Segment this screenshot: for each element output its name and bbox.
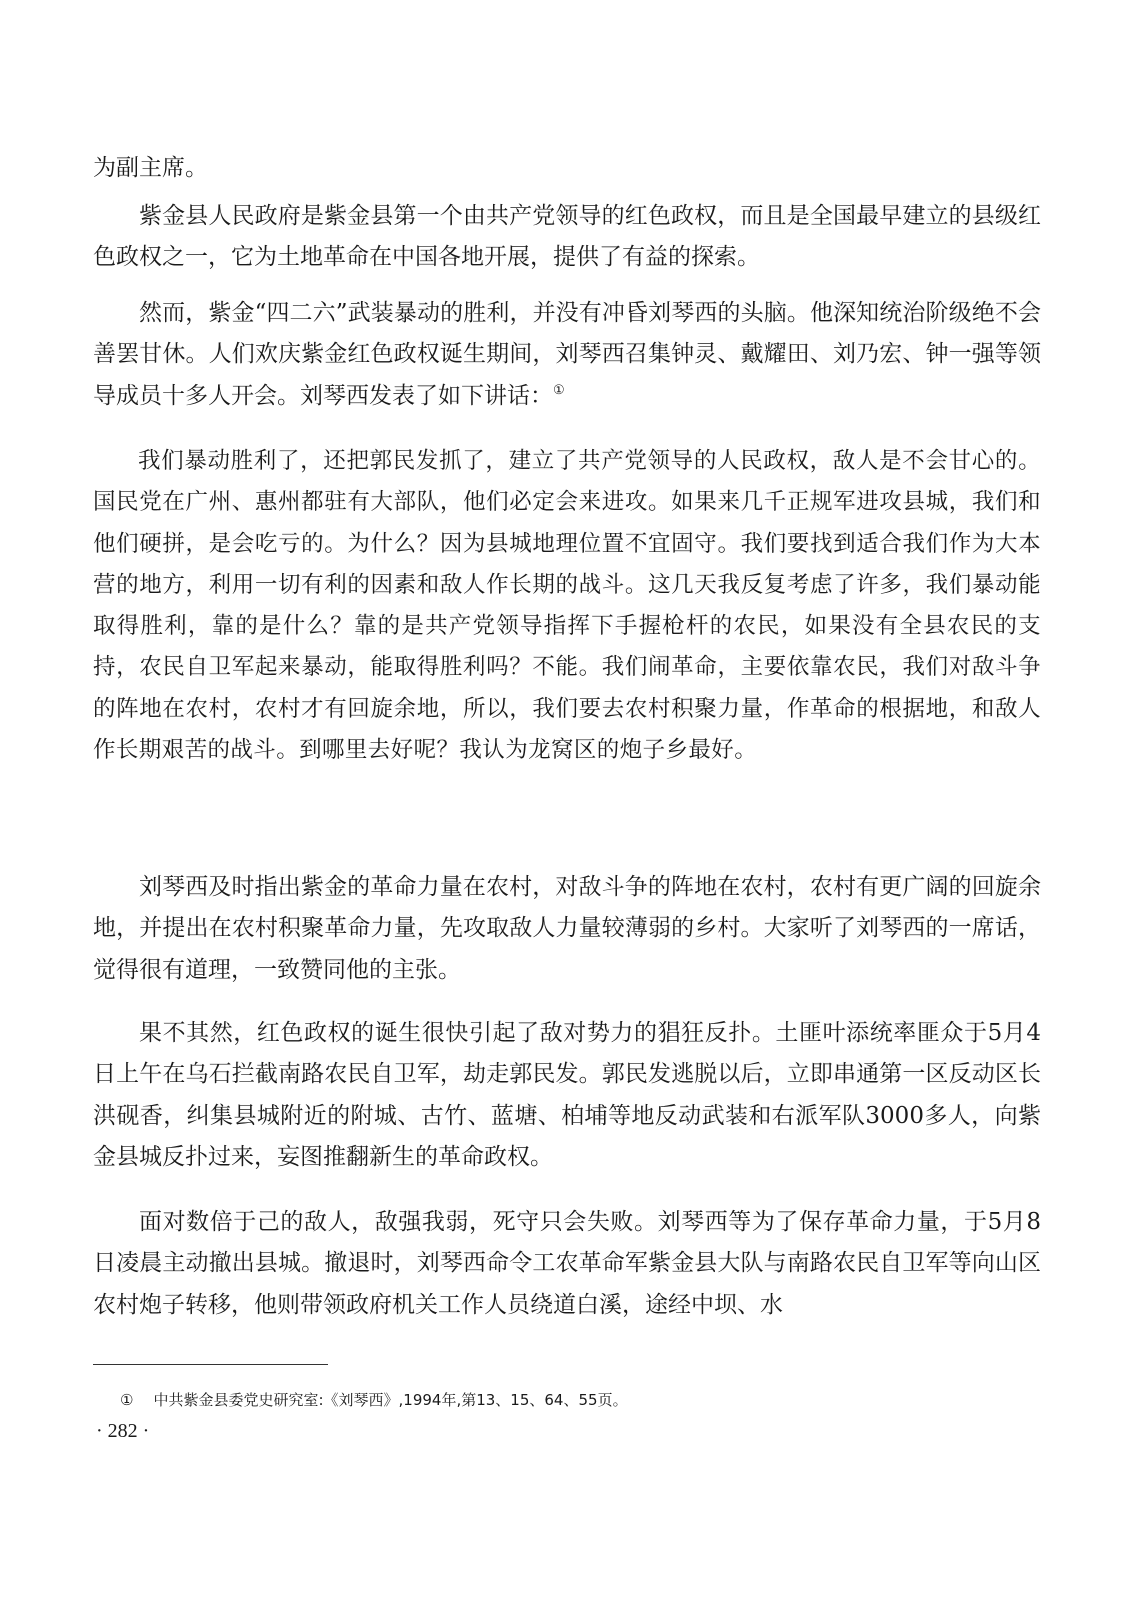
footnote-reference: ①: [553, 382, 565, 398]
page-number: · 282 ·: [96, 1420, 150, 1442]
paragraph-continuation: 为副主席。: [93, 155, 208, 181]
footnote-text: 中共紫金县委党史研究室:《刘琴西》,1994年,第13、15、64、55页。: [153, 1391, 628, 1409]
footnote-divider: [93, 1364, 328, 1365]
paragraph-red-regime: 紫金县人民政府是紫金县第一个由共产党领导的红色政权，而且是全国最早建立的县级红色政权之一，它为土地革命在中国各地开展，提供了有益的探索。: [93, 203, 1041, 271]
paragraph-strategy: 刘琴西及时指出紫金的革命力量在农村，对敌斗争的阵地在农村，农村有更广阔的回旋余地，并提出在农村积聚革命力量，先攻取敌人力量较薄弱的乡村。大家听了刘琴西的一席话，觉得很有道理，一致赞同他的主张。: [93, 874, 1041, 983]
footnote-mark: ①: [120, 1391, 134, 1409]
quoted-speech: 我们暴动胜利了，还把郭民发抓了，建立了共产党领导的人民政权，敌人是不会甘心的。国民党在广州、惠州都驻有大部队，他们必定会来进攻。如果来几千正规军进攻县城，我们和他们硬拼，是会吃亏的。为什么？因为县城地理位置不宜固守。我们要找到适合我们作为大本营的地方，利用一切有利的因素和敌人作长期的战斗。这几天我反复考虑了许多，我们暴动能取得胜利，靠的是什么？靠的是共产党领导指挥下手握枪杆的农民，如果没有全县农民的支持，农民自卫军起来暴动，能取得胜利吗？不能。我们闹革命，主要依靠农民，我们对敌斗争的阵地在农村，农村才有回旋余地，所以，我们要去农村积聚力量，作革命的根据地，和敌人作长期艰苦的战斗。到哪里去好呢？我认为龙窝区的炮子乡最好。: [93, 448, 1041, 764]
paragraph-retreat: 面对数倍于己的敌人，敌强我弱，死守只会失败。刘琴西等为了保存革命力量，于5月8日凌晨主动撤出县城。撤退时，刘琴西命令工农革命军紫金县大队与南路农民自卫军等向山区农村炮子转移，他则带领政府机关工作人员绕道白溪，途经中坝、水: [93, 1209, 1041, 1318]
paragraph-meeting: [93, 293, 1041, 417]
paragraph-counterattack: 果不其然，红色政权的诞生很快引起了敌对势力的猖狂反扑。土匪叶添统率匪众于5月4日上午在乌石拦截南路农民自卫军，劫走郭民发。郭民发逃脱以后，立即串通第一区反动区长洪砚香，纠集县城附近的附城、古竹、蓝塘、柏埔等地反动武装和右派军队3000多人，向紫金县城反扑过来，妄图推翻新生的革命政权。: [93, 1020, 1041, 1170]
paragraph-meeting-text: 然而，紫金“四二六”武装暴动的胜利，并没有冲昏刘琴西的头脑。他深知统治阶级绝不会善罢甘休。人们欢庆紫金红色政权诞生期间，刘琴西召集钟灵、戴耀田、刘乃宏、钟一强等领导成员十多人开会。刘琴西发表了如下讲话：: [93, 300, 1041, 409]
footnote: [120, 1390, 628, 1410]
